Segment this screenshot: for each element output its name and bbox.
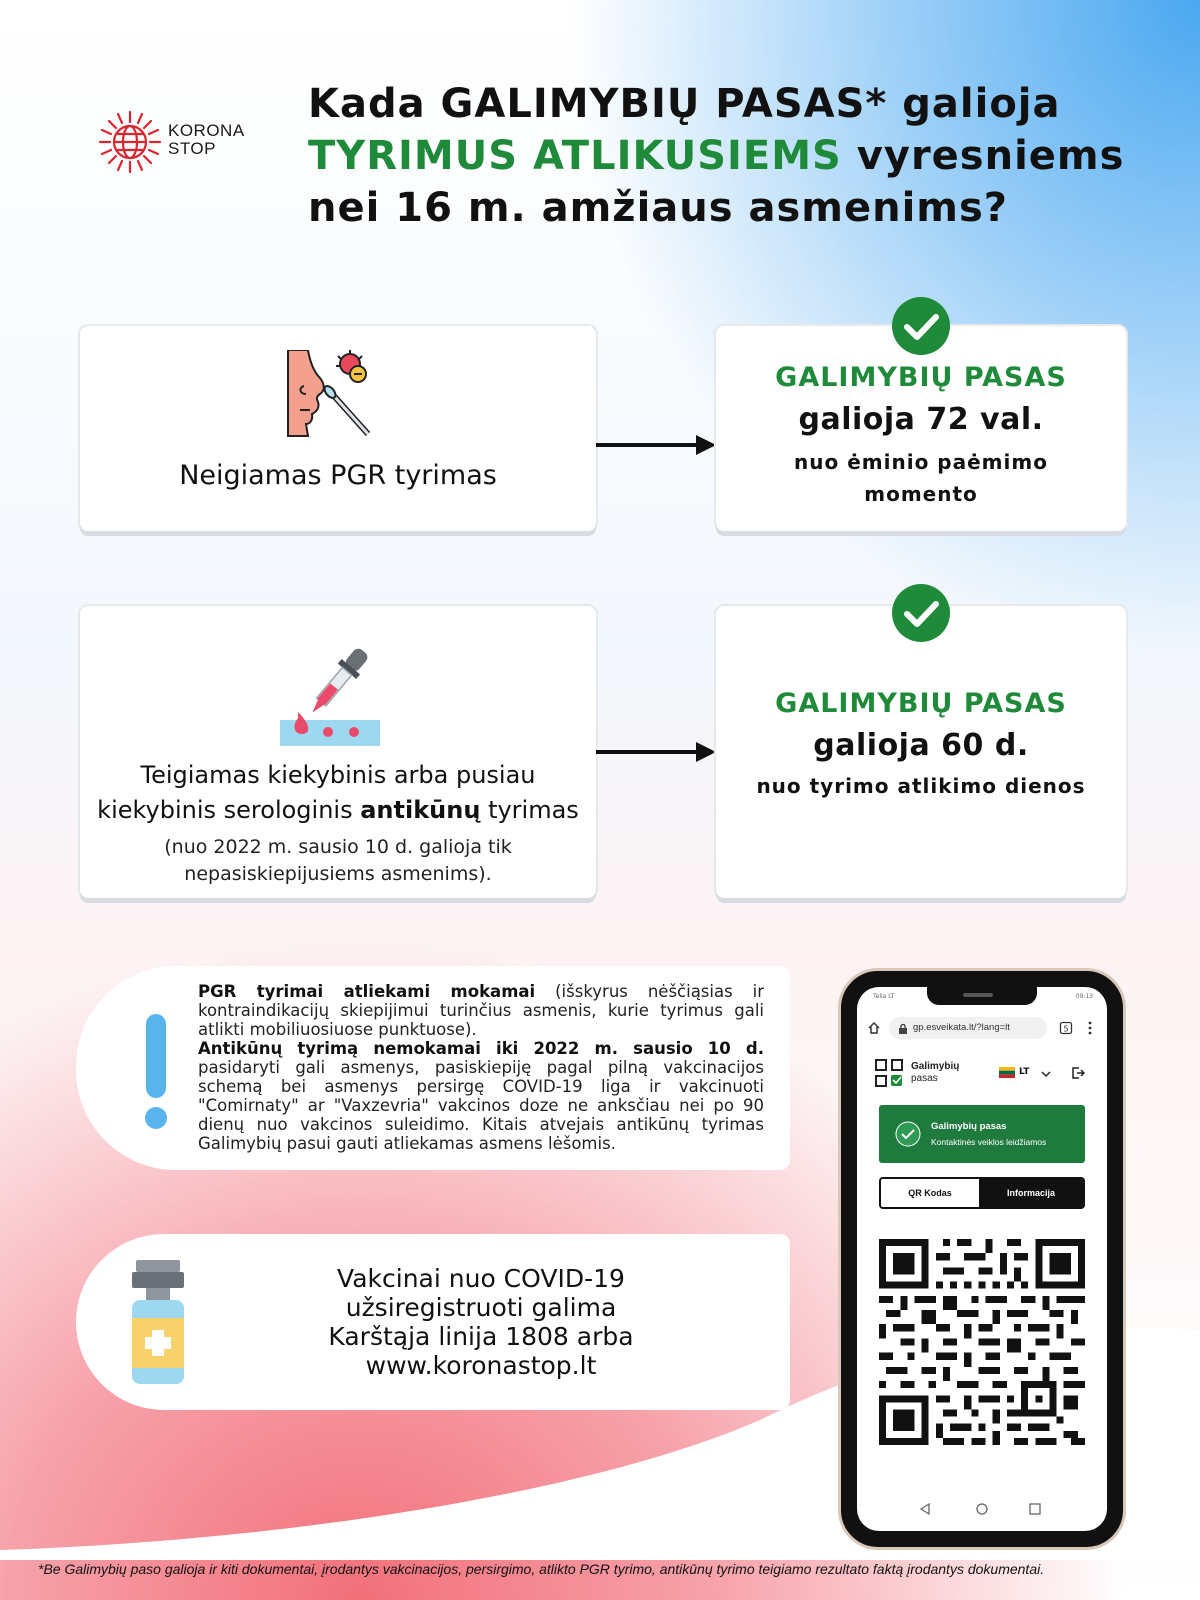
info-p2-bold: Antikūnų tyrimą nemokamai iki 2022 m. sausio 10 d. [198,1039,764,1058]
antibody-line-2-post: tyrimas [480,796,579,824]
pgr-test-card [80,326,596,531]
app-title [911,1061,959,1085]
footnote: *Be Galimybių paso galioja ir kiti dokumentai, įrodantys vakcinacijos, persirgimo, atlikto PGR tyrimo, antikūnų tyrimo teigiamo rezultato faktą įrodantys dokumentai. [38,1561,1045,1577]
logo-line-1: KORONA [168,121,245,140]
antibody-test-label [80,758,596,828]
antibody-note: (nuo 2022 m. sausio 10 d. galioja tik nepasiskiepijusiems asmenims). [164,836,512,885]
pass-status-banner [879,1105,1085,1163]
url-text: gp.esveikata.lt/?lang=lt [913,1022,1010,1033]
result-card-72h [716,326,1126,531]
result-2-main: galioja 60 d. [813,728,1029,763]
url-field[interactable] [889,1017,1047,1039]
antibody-line-2-bold: antikūnų [360,796,481,824]
result-1-heading: GALIMYBIŲ PASAS [775,362,1067,393]
status-time: 09:13 [1075,993,1093,1000]
korona-stop-logo [98,108,268,178]
recents-icon[interactable] [1030,1504,1040,1514]
check-circle-icon [892,584,950,642]
antibody-line-2 [80,793,596,828]
vaccine-line-1: Vakcinai nuo COVID-19 [337,1264,625,1293]
virus-globe-icon [98,110,162,174]
app-title-1: Galimybių [911,1061,960,1072]
exclamation-icon [144,1014,168,1130]
phone-tabs [879,1177,1085,1209]
qr-logo-icon [875,1059,903,1087]
title-line-2-rest: vyresniems [841,133,1125,179]
result-1-sub: nuo ėminio paėmimo momento [794,450,1048,506]
phone-mockup [838,968,1126,1550]
svg-text:5: 5 [1063,1024,1069,1034]
check-circle-icon [892,297,950,355]
title-line-1: Kada GALIMYBIŲ PASAS* galioja [308,81,1061,127]
check-circle-icon [895,1121,921,1147]
result-card-60d [716,606,1126,898]
vaccine-link[interactable]: www.koronastop.lt [365,1351,597,1380]
vaccine-text [266,1264,696,1380]
info-p1-rest: (išskyrus nėščiąsias ir kontraindikacijų skiepijimui turinčius asmenis, kurie tyrimus gali atlikti mobiliuosiuose punktuose). [198,982,764,1039]
title-highlight: TYRIMUS ATLIKUSIEMS [308,133,842,179]
browser-url-bar [865,1013,1099,1043]
dropper-icon [278,642,382,746]
logo-line-2: STOP [168,139,216,158]
vaccine-card [76,1234,790,1410]
vaccine-line-2: užsiregistruoti galima [345,1293,617,1322]
phone-screen [857,987,1107,1531]
antibody-test-card [80,606,596,898]
info-p1-bold: PGR tyrimai atliekami mokamai [198,982,536,1001]
tab-qr-code[interactable]: QR Kodas [881,1179,979,1207]
antibody-line-2-pre: kiekybinis serologinis [97,796,361,824]
more-vertical-icon[interactable] [1087,1021,1093,1035]
vaccine-line-3: Karštąja linija 1808 arba [328,1322,634,1351]
lock-icon [898,1023,908,1034]
info-text [198,982,764,1153]
qr-code [879,1239,1085,1445]
pgr-test-label: Neigiamas PGR tyrimas [179,460,497,491]
logout-icon[interactable] [1071,1066,1085,1080]
arrow-right-icon [596,433,718,457]
chevron-down-icon[interactable] [1041,1070,1051,1078]
nose-swab-icon [286,350,376,438]
tabs-count-icon[interactable] [1059,1021,1073,1035]
result-2-heading: GALIMYBIŲ PASAS [775,688,1067,719]
logo-text [168,122,245,158]
info-card [76,966,790,1170]
app-header [875,1059,1095,1095]
result-2-sub: nuo tyrimo atlikimo dienos [756,774,1086,798]
language-selector[interactable]: LT [1019,1067,1030,1077]
antibody-line-1: Teigiamas kiekybinis arba pusiau [140,761,536,789]
arrow-right-icon [596,740,718,764]
back-icon[interactable] [921,1504,929,1514]
home-nav-icon[interactable] [977,1504,987,1514]
app-title-2: pasas [911,1073,938,1084]
home-icon[interactable] [867,1021,881,1035]
tab-information[interactable]: Informacija [979,1179,1083,1207]
page-title [308,78,1168,234]
pass-status-sub: Kontaktinės veiklos leidžiamos [931,1137,1047,1147]
status-carrier: Telia LT [873,993,895,1000]
phone-notch [927,987,1037,1005]
pass-status-title: Galimybių pasas [931,1121,1007,1132]
lithuania-flag-icon [999,1067,1015,1078]
result-1-main: galioja 72 val. [798,402,1044,437]
title-line-3: nei 16 m. amžiaus asmenims? [308,185,1008,231]
info-p2-rest: pasidaryti gali asmenys, pasiskiepiję pagal pilną vakcinacijos schemą bei asmenys persirgę COVID-19 liga ir vakcinuoti "Comirnaty" ar "Vaxzevria" vakcinos doze ne anksčiau nei po 90 dienų nuo vakcinos suleidimo. Kitais atvejais antikūnų tyrimas Galimybių pasui gauti atliekamas asmens lėšomis. [198,1058,764,1153]
title-line-2 [308,130,1168,182]
vaccine-vial-icon [128,1260,188,1384]
android-nav-bar [857,1497,1107,1521]
